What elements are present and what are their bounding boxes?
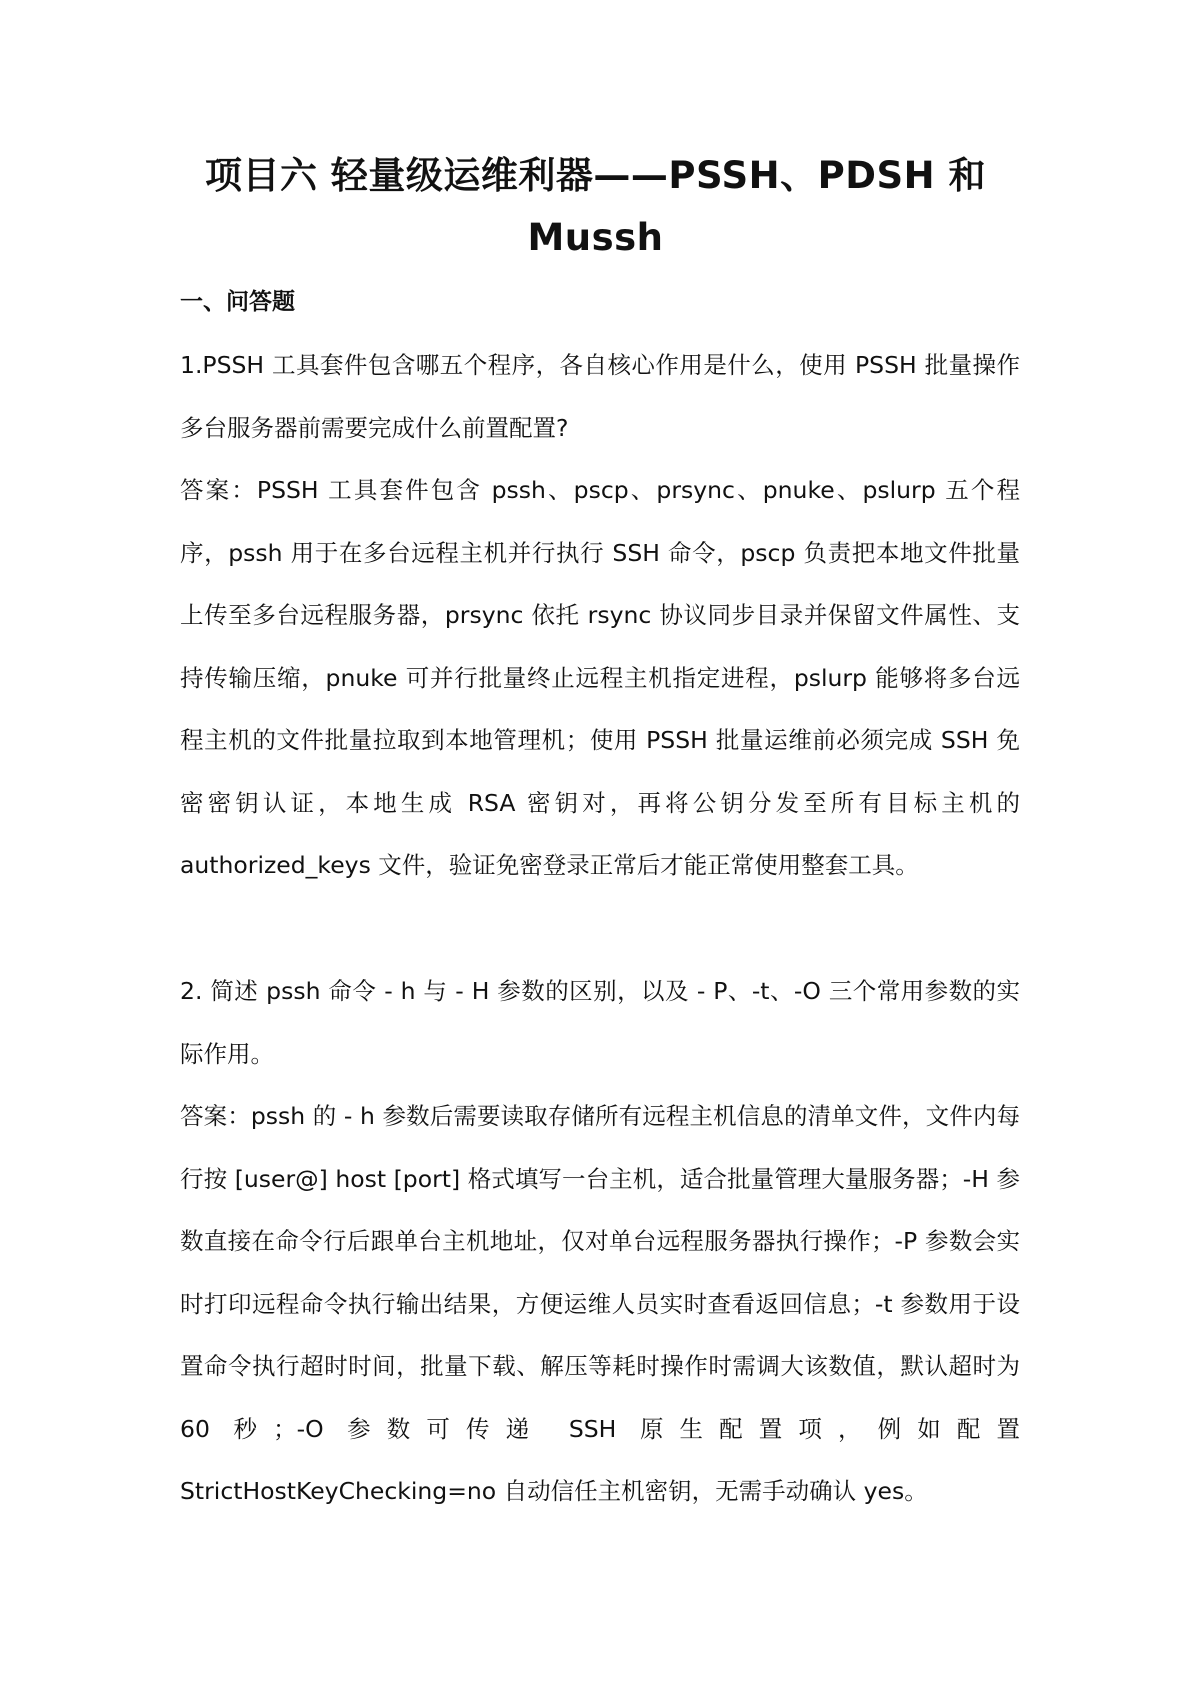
title-line-1: 项目六 轻量级运维利器——PSSH、PDSH 和 [205,154,986,197]
title-line-2: Mussh [527,216,664,259]
question-block-2 [180,960,1020,1523]
section-heading: 一、问答题 [180,289,295,315]
answer-text: 答案：PSSH 工具套件包含 pssh、pscp、prsync、pnuke、pslurp 五个程序，pssh 用于在多台远程主机并行执行 SSH 命令，pscp 负责把本地文件批量上传至多台远程服务器，prsync 依托 rsync 协议同步目录并保留文件属性、支持传输压缩，pnuke 可并行批量终止远程主机指定进程，pslurp 能够将多台远程主机的文件批量拉取到本地管理机；使用 PSSH 批量运维前必须完成 SSH 免密密钥认证，本地生成 RSA 密钥对，再将公钥分发至所有目标主机的 authorized_keys 文件，验证免密登录正常后才能正常使用整套工具。 [180,476,1020,879]
question-text: 1.PSSH 工具套件包含哪五个程序，各自核心作用是什么，使用 PSSH 批量操作多台服务器前需要完成什么前置配置? [180,351,1020,442]
question-text: 2. 简述 pssh 命令 - h 与 - H 参数的区别，以及 - P、-t、-O 三个常用参数的实际作用。 [180,977,1020,1068]
question-block-1 [180,334,1020,897]
document-title [170,145,1021,269]
answer-text: 答案：pssh 的 - h 参数后需要读取存储所有远程主机信息的清单文件，文件内每行按 [user@] host [port] 格式填写一台主机，适合批量管理大量服务器；-H 参数直接在命令行后跟单台主机地址，仅对单台远程服务器执行操作；-P 参数会实时打印远程命令执行输出结果，方便运维人员实时查看返回信息；-t 参数用于设置命令执行超时时间，批量下载、解压等耗时操作时需调大该数值，默认超时为 60 秒；-O 参数可传递 SSH 原生配置项，例如配置 StrictHostKeyChecking=no 自动信任主机密钥，无需手动确认 yes。 [180,1102,1020,1505]
